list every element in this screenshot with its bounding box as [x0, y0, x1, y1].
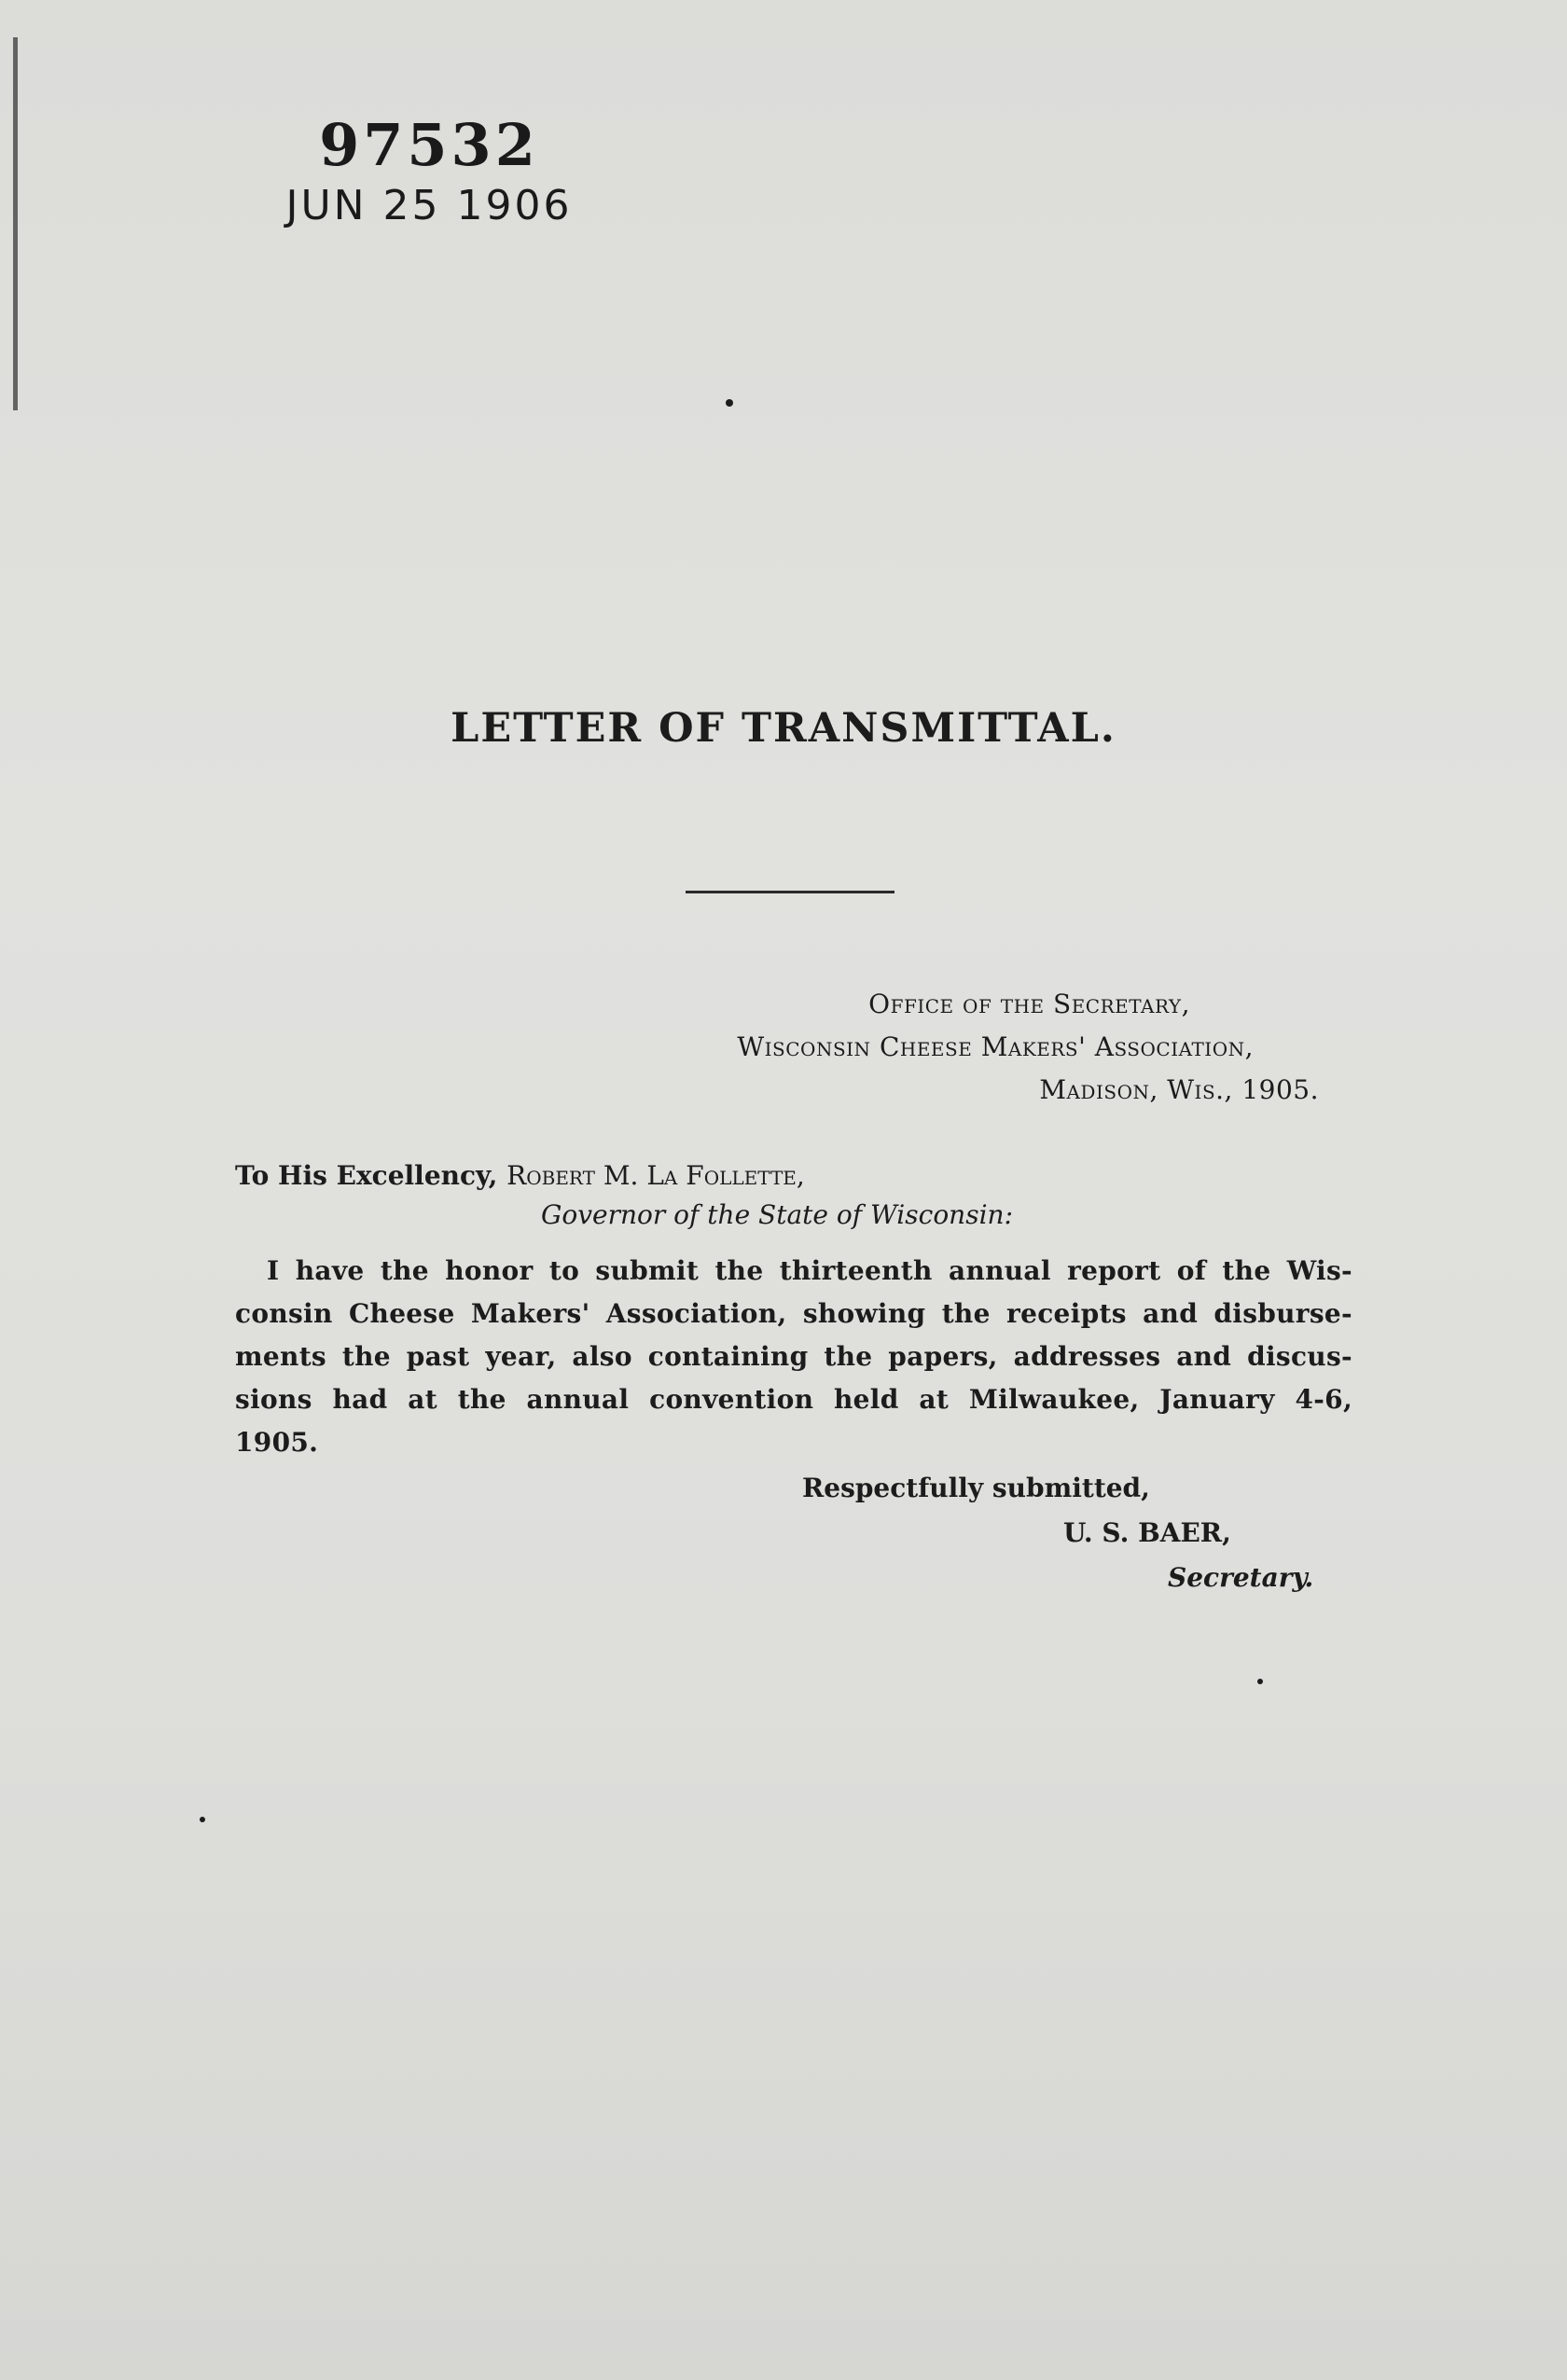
recipient-title: Governor of the State of Wisconsin: — [541, 1199, 1013, 1230]
salutation-prefix: To His Excellency, — [235, 1160, 498, 1191]
ink-speck — [1257, 1679, 1263, 1684]
salutation-line — [235, 1156, 1354, 1196]
signatory-title: Secretary. — [1168, 1562, 1314, 1593]
accession-date: JUN 25 1906 — [285, 182, 573, 229]
letter-body — [235, 1250, 1352, 1464]
office-line: Wisconsin Cheese Makers' Association, — [737, 1031, 1254, 1062]
accession-number: 97532 — [319, 111, 539, 179]
page-title: LETTER OF TRANSMITTAL. — [451, 705, 1116, 752]
body-line: sions had at the annual convention held at Milwaukee, January 4-6, — [235, 1384, 1352, 1415]
office-line: Madison, Wis., 1905. — [1039, 1074, 1319, 1105]
office-line: Office of the Secretary, — [868, 989, 1190, 1019]
ink-speck — [726, 399, 733, 407]
valediction: Respectfully submitted, — [802, 1473, 1150, 1503]
divider-rule — [686, 891, 894, 893]
recipient-name: Robert M. La Follette, — [506, 1160, 805, 1191]
body-line: consin Cheese Makers' Association, showing the receipts and disburse- — [235, 1298, 1352, 1329]
accession-stamp — [270, 112, 588, 231]
body-line: 1905. — [235, 1427, 319, 1458]
office-block — [737, 983, 1319, 1112]
address-block — [235, 1156, 1354, 1235]
body-line: ments the past year, also containing the papers, addresses and discus- — [235, 1341, 1352, 1372]
ink-speck — [200, 1817, 205, 1822]
body-line: I have the honor to submit the thirteenth annual report of the Wis- — [267, 1255, 1352, 1286]
signatory-name: U. S. BAER, — [1063, 1517, 1231, 1548]
binding-edge — [13, 37, 18, 410]
